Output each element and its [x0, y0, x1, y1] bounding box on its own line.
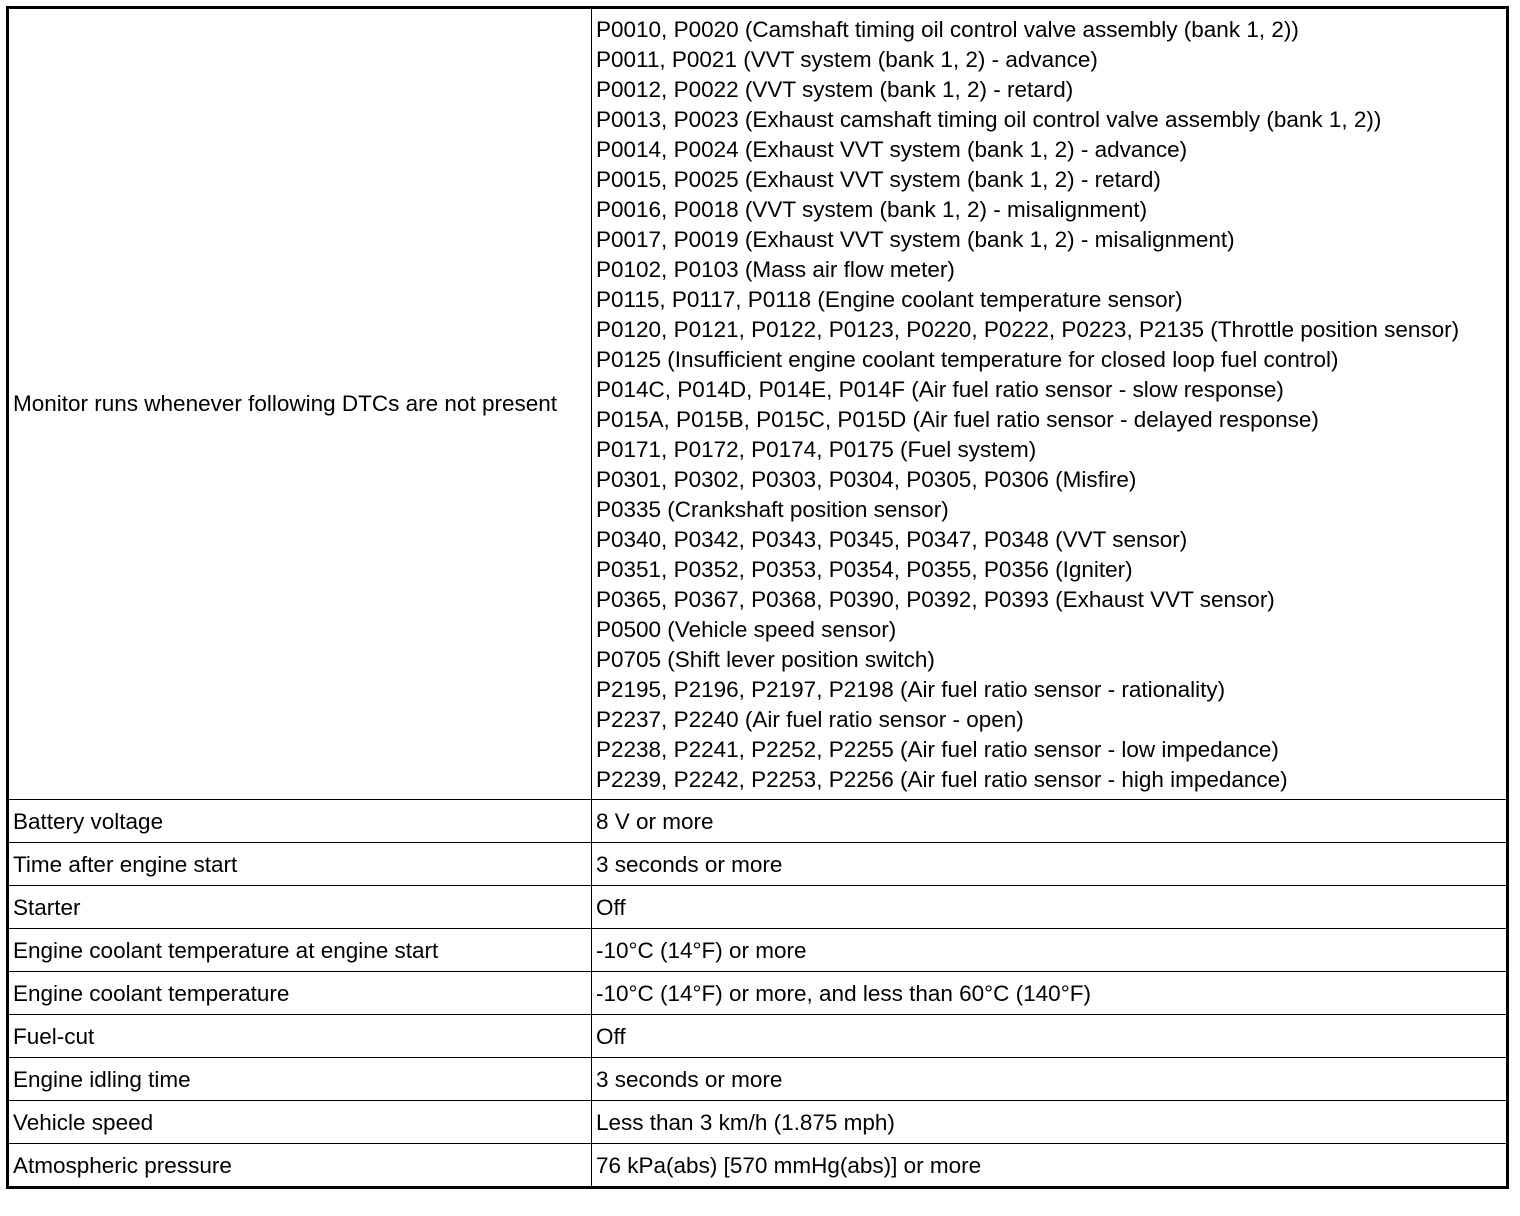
- dtc-item: P2237, P2240 (Air fuel ratio sensor - open): [596, 707, 1024, 732]
- dtc-item: P0335 (Crankshaft position sensor): [596, 497, 949, 522]
- table-row: [8, 972, 1508, 1015]
- condition-label: Engine coolant temperature at engine start: [8, 929, 592, 972]
- condition-value: 76 kPa(abs) [570 mmHg(abs)] or more: [592, 1144, 1508, 1188]
- dtc-item: P2239, P2242, P2253, P2256 (Air fuel ratio sensor - high impedance): [596, 767, 1288, 792]
- condition-value: Off: [592, 886, 1508, 929]
- dtc-item: P0120, P0121, P0122, P0123, P0220, P0222, P0223, P2135 (Throttle position sensor): [596, 317, 1460, 342]
- table-row: [8, 1101, 1508, 1144]
- dtc-item: P0012, P0022 (VVT system (bank 1, 2) - retard): [596, 77, 1074, 102]
- table-row: [8, 886, 1508, 929]
- dtc-row: [8, 8, 1508, 800]
- condition-label: Engine idling time: [8, 1058, 592, 1101]
- condition-label: Vehicle speed: [8, 1101, 592, 1144]
- table-row: [8, 1144, 1508, 1188]
- condition-value: 8 V or more: [592, 800, 1508, 843]
- table-body: [8, 8, 1508, 1188]
- dtc-item: P0351, P0352, P0353, P0354, P0355, P0356 (Igniter): [596, 557, 1133, 582]
- dtc-condition-label: Monitor runs whenever following DTCs are not present: [8, 8, 592, 800]
- dtc-list: [592, 8, 1508, 800]
- dtc-item: P2195, P2196, P2197, P2198 (Air fuel ratio sensor - rationality): [596, 677, 1226, 702]
- condition-value: Off: [592, 1015, 1508, 1058]
- condition-label: Engine coolant temperature: [8, 972, 592, 1015]
- table-row: [8, 800, 1508, 843]
- dtc-item: P2238, P2241, P2252, P2255 (Air fuel ratio sensor - low impedance): [596, 737, 1279, 762]
- condition-value: 3 seconds or more: [592, 843, 1508, 886]
- table-row: [8, 843, 1508, 886]
- table-row: [8, 1015, 1508, 1058]
- dtc-item: P0014, P0024 (Exhaust VVT system (bank 1, 2) - advance): [596, 137, 1188, 162]
- dtc-item: P0102, P0103 (Mass air flow meter): [596, 257, 955, 282]
- dtc-item: P0017, P0019 (Exhaust VVT system (bank 1, 2) - misalignment): [596, 227, 1235, 252]
- condition-value: 3 seconds or more: [592, 1058, 1508, 1101]
- dtc-item: P0365, P0367, P0368, P0390, P0392, P0393 (Exhaust VVT sensor): [596, 587, 1275, 612]
- dtc-item: P0016, P0018 (VVT system (bank 1, 2) - misalignment): [596, 197, 1148, 222]
- dtc-item: P0705 (Shift lever position switch): [596, 647, 935, 672]
- dtc-item: P0011, P0021 (VVT system (bank 1, 2) - advance): [596, 47, 1098, 72]
- dtc-item: P0125 (Insufficient engine coolant temperature for closed loop fuel control): [596, 347, 1339, 372]
- dtc-item: P0500 (Vehicle speed sensor): [596, 617, 897, 642]
- table-row: [8, 1058, 1508, 1101]
- dtc-item: P0171, P0172, P0174, P0175 (Fuel system): [596, 437, 1037, 462]
- condition-label: Starter: [8, 886, 592, 929]
- condition-label: Fuel-cut: [8, 1015, 592, 1058]
- condition-value: -10°C (14°F) or more: [592, 929, 1508, 972]
- dtc-item: P0015, P0025 (Exhaust VVT system (bank 1, 2) - retard): [596, 167, 1161, 192]
- monitor-conditions-table: [6, 6, 1509, 1189]
- dtc-item: P014C, P014D, P014E, P014F (Air fuel ratio sensor - slow response): [596, 377, 1284, 402]
- dtc-item: P015A, P015B, P015C, P015D (Air fuel ratio sensor - delayed response): [596, 407, 1319, 432]
- dtc-item: P0010, P0020 (Camshaft timing oil control valve assembly (bank 1, 2)): [596, 17, 1299, 42]
- dtc-item: P0115, P0117, P0118 (Engine coolant temperature sensor): [596, 287, 1183, 312]
- condition-value: Less than 3 km/h (1.875 mph): [592, 1101, 1508, 1144]
- condition-label: Atmospheric pressure: [8, 1144, 592, 1188]
- condition-label: Time after engine start: [8, 843, 592, 886]
- dtc-item: P0301, P0302, P0303, P0304, P0305, P0306 (Misfire): [596, 467, 1137, 492]
- dtc-item: P0013, P0023 (Exhaust camshaft timing oil control valve assembly (bank 1, 2)): [596, 107, 1382, 132]
- condition-label: Battery voltage: [8, 800, 592, 843]
- dtc-item: P0340, P0342, P0343, P0345, P0347, P0348 (VVT sensor): [596, 527, 1188, 552]
- condition-value: -10°C (14°F) or more, and less than 60°C (140°F): [592, 972, 1508, 1015]
- table-row: [8, 929, 1508, 972]
